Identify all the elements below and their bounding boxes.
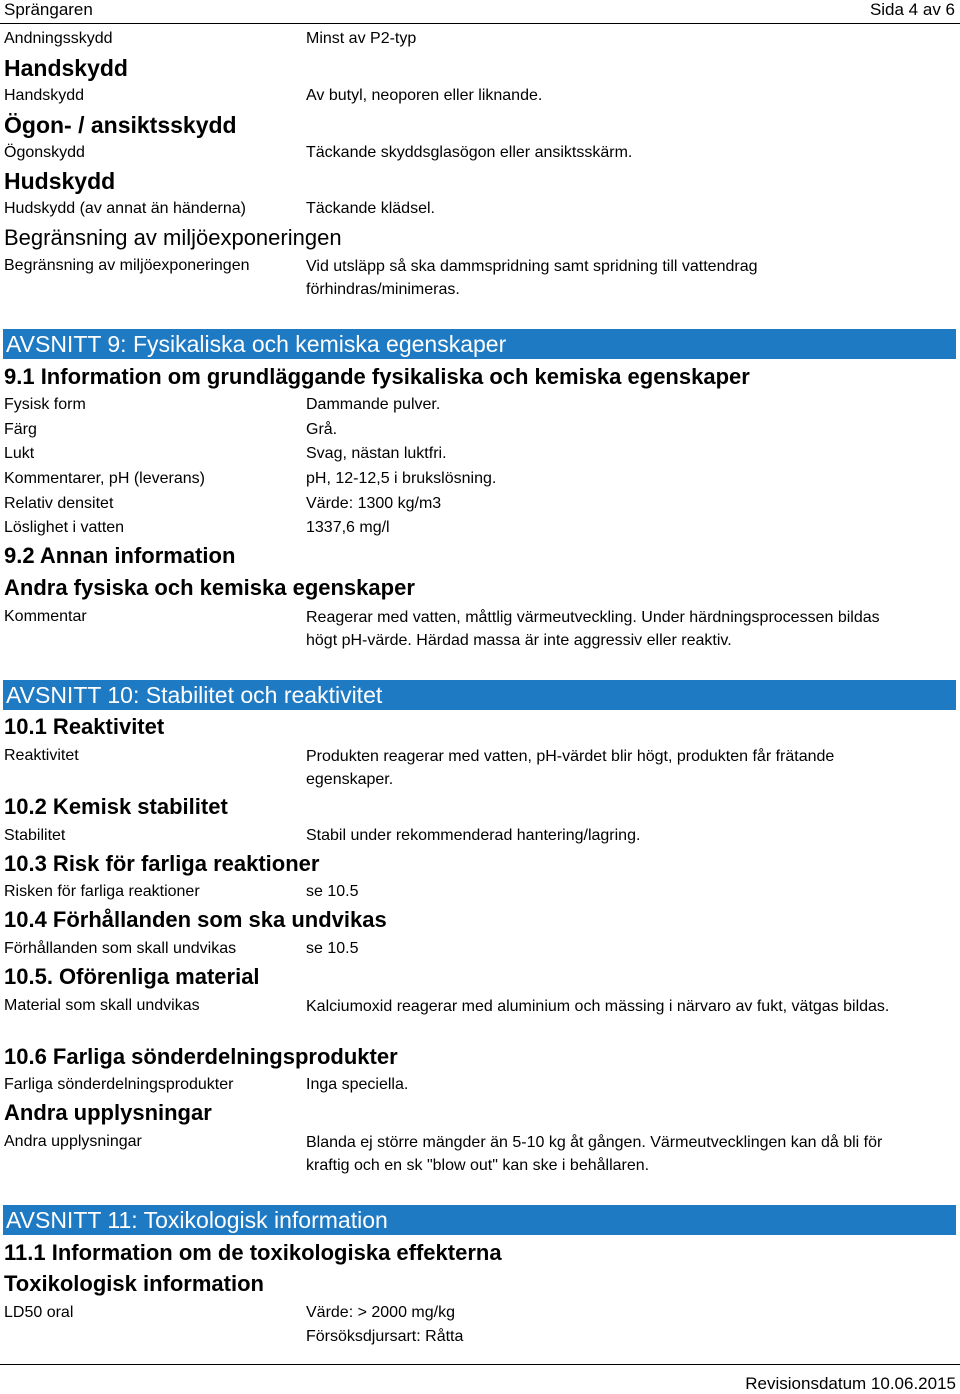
ld50-value: Värde: > 2000 mg/kg bbox=[306, 1304, 455, 1321]
prop-value-2: Svag, nästan luktfri. bbox=[306, 445, 447, 462]
stability-label: Stabilitet bbox=[4, 827, 66, 844]
section-9-band bbox=[3, 329, 956, 359]
stability-value: Stabil under rekommenderad hantering/lagring. bbox=[306, 827, 641, 844]
other-info-heading: Andra upplysningar bbox=[4, 1100, 212, 1125]
eye-value: Täckande skyddsglasögon eller ansiktsskärm. bbox=[306, 144, 633, 161]
comment-value: Reagerar med vatten, måttlig värmeutveckling. Under härdningsprocessen bildas högt pH-värde. Härdad massa är inte aggressiv eller reaktiv. bbox=[306, 609, 880, 649]
breathing-value: Minst av P2-typ bbox=[306, 30, 417, 47]
eye-label: Ögonskydd bbox=[4, 144, 85, 161]
s10-1-heading: 10.1 Reaktivitet bbox=[4, 714, 165, 739]
section-11-title: AVSNITT 11: Toxikologisk information bbox=[6, 1207, 388, 1233]
prop-value-3: pH, 12-12,5 i brukslösning. bbox=[306, 470, 497, 487]
prop-value-4: Värde: 1300 kg/m3 bbox=[306, 495, 442, 512]
header-rule bbox=[0, 23, 960, 24]
hand-heading: Handskydd bbox=[4, 55, 128, 81]
other-info-value: Blanda ej större mängder än 5-10 kg åt gången. Värmeutvecklingen kan då bli för kraftig och en sk "blow out" kan ske i behållaren. bbox=[306, 1134, 883, 1174]
page-number: Sida 4 av 6 bbox=[869, 0, 955, 19]
hand-value: Av butyl, neoporen eller liknande. bbox=[306, 87, 543, 104]
hand-label: Handskydd bbox=[4, 87, 85, 104]
revision-date: Revisionsdatum 10.06.2015 bbox=[745, 1374, 956, 1393]
document-title: Sprängaren bbox=[4, 0, 93, 19]
decomposition-value: Inga speciella. bbox=[306, 1076, 409, 1093]
other-info-label: Andra upplysningar bbox=[4, 1133, 142, 1150]
prop-label-4: Relativ densitet bbox=[4, 495, 114, 512]
s10-3-heading: 10.3 Risk för farliga reaktioner bbox=[4, 851, 320, 876]
s10-2-heading: 10.2 Kemisk stabilitet bbox=[4, 794, 228, 819]
prop-value-5: 1337,6 mg/l bbox=[306, 519, 390, 536]
prop-label-2: Lukt bbox=[4, 445, 35, 462]
section-9-title: AVSNITT 9: Fysikaliska och kemiska egenskaper bbox=[6, 331, 507, 357]
footer-rule bbox=[0, 1364, 960, 1365]
conditions-label: Förhållanden som skall undvikas bbox=[4, 940, 237, 957]
incompatible-label: Material som skall undvikas bbox=[4, 997, 200, 1014]
conditions-value: se 10.5 bbox=[306, 940, 359, 957]
prop-label-5: Löslighet i vatten bbox=[4, 519, 125, 536]
section-11-band bbox=[3, 1205, 956, 1235]
section-10-title: AVSNITT 10: Stabilitet och reaktivitet bbox=[6, 682, 383, 708]
other-props-heading: Andra fysiska och kemiska egenskaper bbox=[4, 575, 415, 600]
prop-value-1: Grå. bbox=[306, 421, 338, 438]
env-heading: Begränsning av miljöexponeringen bbox=[4, 225, 342, 250]
decomposition-label: Farliga sönderdelningsprodukter bbox=[4, 1076, 234, 1093]
s11-1-heading: 11.1 Information om de toxikologiska effekterna bbox=[4, 1240, 502, 1265]
skin-value: Täckande klädsel. bbox=[306, 200, 435, 217]
skin-label: Hudskydd (av annat än händerna) bbox=[4, 200, 246, 217]
env-label: Begränsning av miljöexponeringen bbox=[4, 257, 250, 274]
eye-heading: Ögon- / ansiktsskydd bbox=[4, 112, 237, 138]
skin-heading: Hudskydd bbox=[4, 168, 116, 194]
test-species-value: Försöksdjursart: Råtta bbox=[306, 1328, 464, 1345]
incompatible-value: Kalciumoxid reagerar med aluminium och mässing i närvaro av fukt, vätgas bildas. bbox=[306, 998, 890, 1015]
ld50-label: LD50 oral bbox=[4, 1304, 74, 1321]
hazard-reactions-value: se 10.5 bbox=[306, 883, 359, 900]
s10-6-heading: 10.6 Farliga sönderdelningsprodukter bbox=[4, 1044, 398, 1069]
reactivity-label: Reaktivitet bbox=[4, 747, 79, 764]
s10-5-heading: 10.5. Oförenliga material bbox=[4, 964, 260, 989]
s9-sub2-heading: 9.2 Annan information bbox=[4, 543, 236, 568]
env-value: Vid utsläpp så ska dammspridning samt spridning till vattendrag förhindras/minimeras. bbox=[306, 258, 758, 298]
breathing-label: Andningsskydd bbox=[4, 30, 113, 47]
prop-label-3: Kommentarer, pH (leverans) bbox=[4, 470, 205, 487]
s9-sub1-heading: 9.1 Information om grundläggande fysikaliska och kemiska egenskaper bbox=[4, 364, 750, 389]
tox-info-heading: Toxikologisk information bbox=[4, 1271, 264, 1296]
section-10-band bbox=[3, 680, 956, 710]
prop-label-1: Färg bbox=[4, 421, 37, 438]
prop-label-0: Fysisk form bbox=[4, 396, 86, 413]
hazard-reactions-label: Risken för farliga reaktioner bbox=[4, 883, 200, 900]
reactivity-value: Produkten reagerar med vatten, pH-värdet blir högt, produkten får frätande egenskaper. bbox=[306, 748, 835, 788]
comment-label: Kommentar bbox=[4, 608, 87, 625]
s10-4-heading: 10.4 Förhållanden som ska undvikas bbox=[4, 907, 387, 932]
prop-value-0: Dammande pulver. bbox=[306, 396, 441, 413]
